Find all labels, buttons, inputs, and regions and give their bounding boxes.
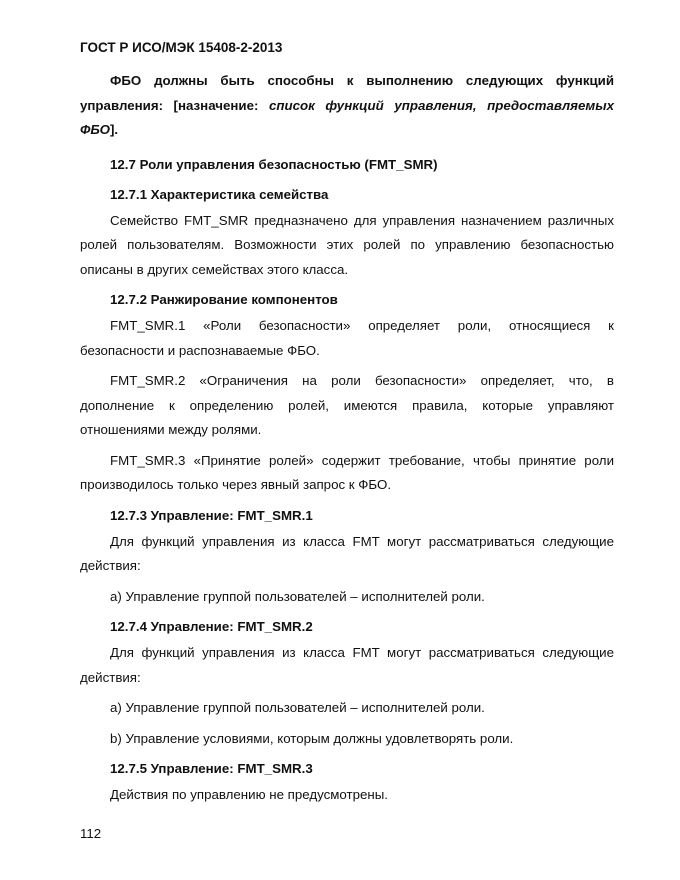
document-header: ГОСТ Р ИСО/МЭК 15408-2-2013 <box>80 40 283 55</box>
list-item: a) Управление группой пользователей – исполнителей роли. <box>110 700 485 715</box>
subsection-heading: 12.7.2 Ранжирование компонентов <box>110 292 338 307</box>
page-number: 112 <box>80 826 102 841</box>
subsection-heading: 12.7.3 Управление: FMT_SMR.1 <box>110 507 313 523</box>
paragraph: Для функций управления из класса FMT могут рассматриваться следующие действия: <box>80 645 614 685</box>
subsection-heading: 12.7.1 Характеристика семейства <box>110 186 329 202</box>
intro-closing: ]. <box>109 122 119 137</box>
intro-italic-text: список функций управления, предоставляемых ФБО <box>80 97 614 137</box>
paragraph: FMT_SMR.1 «Роли безопасности» определяет роли, относящиеся к безопасности и распознаваемые ФБО. <box>80 318 614 358</box>
intro-paragraph <box>80 69 614 143</box>
paragraph: FMT_SMR.3 «Принятие ролей» содержит требование, чтобы принятие роли производилось только через явный запрос к ФБО. <box>80 452 614 492</box>
paragraph: Семейство FMT_SMR предназначено для управления назначением различных ролей пользователям. Возможности этих ролей по управлению безопасностью описаны в других семействах этого класса. <box>80 212 614 277</box>
paragraph: Действия по управлению не предусмотрены. <box>110 787 388 802</box>
list-item: a) Управление группой пользователей – исполнителей роли. <box>110 588 485 604</box>
intro-text: ФБО должны быть способны к выполнению следующих функций управления: [назначение: <box>80 73 614 113</box>
paragraph: Для функций управления из класса FMT могут рассматриваться следующие действия: <box>80 533 614 573</box>
document-page <box>80 40 614 808</box>
paragraph: FMT_SMR.2 «Ограничения на роли безопасности» определяет, что, в дополнение к определению ролей, имеются правила, которые управляют отношениями между ролями. <box>80 373 614 437</box>
subsection-heading: 12.7.5 Управление: FMT_SMR.3 <box>110 761 313 776</box>
subsection-heading: 12.7.4 Управление: FMT_SMR.2 <box>110 619 313 634</box>
list-item: b) Управление условиями, которым должны удовлетворять роли. <box>110 730 514 746</box>
section-heading: 12.7 Роли управления безопасностью (FMT_SMR) <box>110 156 438 172</box>
